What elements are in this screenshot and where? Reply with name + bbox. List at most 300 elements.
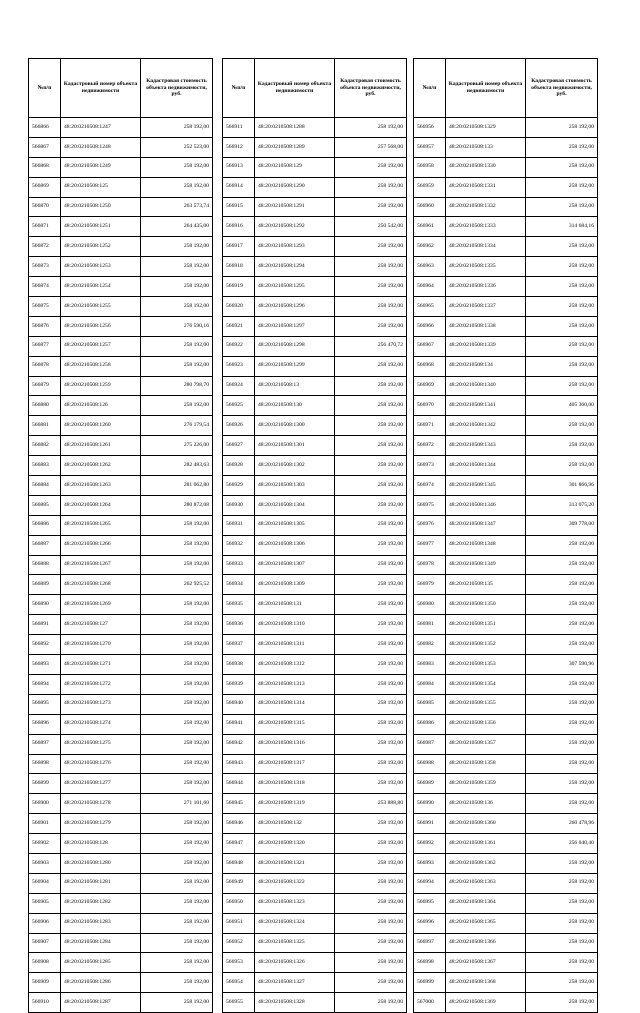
- table-row: [414, 137, 598, 157]
- cell-row-number: 566940: [223, 694, 255, 714]
- cell-cadastral-value: 258 192,00: [526, 257, 598, 277]
- cell-row-number: 566916: [223, 217, 255, 237]
- cell-cadastral-number: 48:20:0210508:1365: [446, 913, 526, 933]
- cell-cadastral-value: 258 192,00: [335, 118, 407, 138]
- table-row: [223, 436, 407, 456]
- cell-cadastral-value: 258 192,00: [141, 913, 213, 933]
- cell-cadastral-number: 48:20:0210508:1258: [61, 356, 141, 376]
- table-row: [29, 754, 213, 774]
- cell-cadastral-value: 258 192,00: [335, 933, 407, 953]
- cell-cadastral-value: 257 568,00: [335, 137, 407, 157]
- cell-cadastral-number: 48:20:0210508:1290: [255, 177, 335, 197]
- cell-cadastral-number: 48:20:0210508:1363: [446, 873, 526, 893]
- table-row: [414, 814, 598, 834]
- column-header-number: №п/п: [223, 59, 255, 118]
- cell-row-number: 566981: [414, 615, 446, 635]
- cell-cadastral-number: 48:20:0210508:1353: [446, 655, 526, 675]
- cell-row-number: 566868: [29, 157, 61, 177]
- cell-row-number: 566878: [29, 356, 61, 376]
- cell-cadastral-value: 256 040,40: [526, 834, 598, 854]
- cell-cadastral-number: 48:20:0210508:1263: [61, 476, 141, 496]
- cell-cadastral-number: 48:20:0210508:1362: [446, 853, 526, 873]
- table-row: [29, 794, 213, 814]
- cell-row-number: 566888: [29, 555, 61, 575]
- cell-row-number: 566883: [29, 456, 61, 476]
- cell-cadastral-number: 48:20:0210508:1249: [61, 157, 141, 177]
- cell-cadastral-number: 48:20:0210508:1276: [61, 754, 141, 774]
- table-row: [29, 635, 213, 655]
- table-row: [29, 316, 213, 336]
- cell-cadastral-value: 258 192,00: [526, 774, 598, 794]
- cell-cadastral-number: 48:20:0210508:1346: [446, 495, 526, 515]
- table-row: [223, 913, 407, 933]
- table-row: [223, 814, 407, 834]
- cell-row-number: 566935: [223, 595, 255, 615]
- cell-row-number: 566913: [223, 157, 255, 177]
- table-row: [223, 555, 407, 575]
- cell-row-number: 566978: [414, 555, 446, 575]
- cell-cadastral-value: 258 192,00: [526, 555, 598, 575]
- cell-cadastral-value: 314 684,16: [526, 217, 598, 237]
- cell-cadastral-number: 48:20:0210508:1305: [255, 515, 335, 535]
- cell-cadastral-number: 48:20:0210508:1318: [255, 774, 335, 794]
- cell-cadastral-number: 48:20:0210508:1320: [255, 834, 335, 854]
- cell-cadastral-value: 258 192,00: [526, 754, 598, 774]
- table-row: [223, 376, 407, 396]
- cell-cadastral-number: 48:20:0210508:1323: [255, 893, 335, 913]
- cell-cadastral-number: 48:20:0210508:1287: [61, 993, 141, 1013]
- cell-row-number: 566912: [223, 137, 255, 157]
- cell-row-number: 566938: [223, 655, 255, 675]
- table-row: [223, 495, 407, 515]
- table-row: [29, 873, 213, 893]
- cell-cadastral-number: 48:20:0210508:1286: [61, 973, 141, 993]
- cell-row-number: 566953: [223, 953, 255, 973]
- table-row: [414, 376, 598, 396]
- column-header-cadastral-number: Кадастровый номер объекта недвижимости: [61, 59, 141, 118]
- cell-row-number: 566977: [414, 535, 446, 555]
- cell-cadastral-number: 48:20:0210508:1366: [446, 933, 526, 953]
- table-row: [29, 953, 213, 973]
- cell-row-number: 566931: [223, 515, 255, 535]
- cell-cadastral-number: 48:20:0210508:1264: [61, 495, 141, 515]
- cell-cadastral-number: 48:20:0210508:1367: [446, 953, 526, 973]
- cell-cadastral-value: 313 075,20: [526, 495, 598, 515]
- cell-row-number: 566968: [414, 356, 446, 376]
- cell-row-number: 566904: [29, 873, 61, 893]
- cell-cadastral-number: 48:20:0210508:1351: [446, 615, 526, 635]
- cell-cadastral-number: 48:20:0210508:1359: [446, 774, 526, 794]
- table-row: [223, 157, 407, 177]
- cell-row-number: 566932: [223, 535, 255, 555]
- cell-cadastral-value: 258 192,00: [526, 933, 598, 953]
- table-row: [223, 456, 407, 476]
- cell-row-number: 566983: [414, 655, 446, 675]
- cell-cadastral-value: 258 192,00: [526, 277, 598, 297]
- cell-row-number: 566905: [29, 893, 61, 913]
- table-row: [223, 118, 407, 138]
- cell-row-number: 566943: [223, 754, 255, 774]
- cell-cadastral-number: 48:20:0210508:1295: [255, 277, 335, 297]
- cell-row-number: 566918: [223, 257, 255, 277]
- cell-row-number: 566900: [29, 794, 61, 814]
- cell-row-number: 566993: [414, 853, 446, 873]
- cell-cadastral-number: 48:20:0210508:1254: [61, 277, 141, 297]
- table-row: [414, 356, 598, 376]
- cell-cadastral-value: 264 435,00: [141, 217, 213, 237]
- cell-cadastral-value: 258 192,00: [335, 595, 407, 615]
- cell-cadastral-value: 258 192,00: [526, 297, 598, 317]
- cell-row-number: 566958: [414, 157, 446, 177]
- cell-cadastral-value: 258 192,00: [335, 993, 407, 1013]
- table-row: [223, 674, 407, 694]
- cell-row-number: 566957: [414, 137, 446, 157]
- cell-row-number: 566986: [414, 714, 446, 734]
- cell-cadastral-value: 258 192,00: [141, 336, 213, 356]
- table-row: [414, 873, 598, 893]
- cell-row-number: 566972: [414, 436, 446, 456]
- cell-cadastral-number: 48:20:0210508:127: [61, 615, 141, 635]
- cell-cadastral-value: 258 192,00: [526, 694, 598, 714]
- table-row: [414, 674, 598, 694]
- table-row: [414, 913, 598, 933]
- table-row: [223, 694, 407, 714]
- cell-row-number: 566906: [29, 913, 61, 933]
- cell-cadastral-number: 48:20:0210508:1302: [255, 456, 335, 476]
- cell-cadastral-value: 258 192,00: [526, 913, 598, 933]
- table-row: [223, 595, 407, 615]
- cell-row-number: 566911: [223, 118, 255, 138]
- cell-cadastral-number: 48:20:0210508:1342: [446, 416, 526, 436]
- table-row: [29, 495, 213, 515]
- cell-cadastral-value: 258 192,00: [526, 993, 598, 1013]
- cell-row-number: 566992: [414, 834, 446, 854]
- cell-cadastral-number: 48:20:0210508:1344: [446, 456, 526, 476]
- cell-cadastral-number: 48:20:0210508:1310: [255, 615, 335, 635]
- cell-cadastral-number: 48:20:0210508:1329: [446, 118, 526, 138]
- cell-cadastral-value: 258 192,00: [526, 137, 598, 157]
- cell-cadastral-number: 48:20:0210508:1281: [61, 873, 141, 893]
- cell-cadastral-number: 48:20:0210508:132: [255, 814, 335, 834]
- cell-cadastral-number: 48:20:0210508:1269: [61, 595, 141, 615]
- cell-row-number: 566890: [29, 595, 61, 615]
- cell-cadastral-number: 48:20:0210508:1261: [61, 436, 141, 456]
- cell-cadastral-value: 258 192,00: [526, 714, 598, 734]
- cell-cadastral-number: 48:20:0210508:1268: [61, 575, 141, 595]
- table-row: [414, 953, 598, 973]
- column-header-cadastral-value: Кадастровая стоимость объекта недвижимости, руб.: [526, 59, 598, 118]
- cell-cadastral-number: 48:20:0210508:1248: [61, 137, 141, 157]
- table-row: [29, 615, 213, 635]
- cell-cadastral-number: 48:20:0210508:1252: [61, 237, 141, 257]
- cell-cadastral-number: 48:20:0210508:1265: [61, 515, 141, 535]
- cell-row-number: 566979: [414, 575, 446, 595]
- cell-row-number: 566969: [414, 376, 446, 396]
- table-row: [414, 754, 598, 774]
- table-row: [414, 694, 598, 714]
- cell-row-number: 566939: [223, 674, 255, 694]
- cell-cadastral-value: 280 872,08: [141, 495, 213, 515]
- cell-cadastral-value: 258 192,00: [141, 157, 213, 177]
- table-row: [223, 973, 407, 993]
- cell-row-number: 566889: [29, 575, 61, 595]
- cell-row-number: 566988: [414, 754, 446, 774]
- cell-cadastral-number: 48:20:0210508:1356: [446, 714, 526, 734]
- cell-cadastral-value: 258 192,00: [141, 177, 213, 197]
- table-row: [29, 416, 213, 436]
- cell-cadastral-number: 48:20:0210508:1358: [446, 754, 526, 774]
- cell-row-number: 566897: [29, 734, 61, 754]
- cell-cadastral-number: 48:20:0210508:1347: [446, 515, 526, 535]
- table-row: [29, 694, 213, 714]
- cell-cadastral-value: 258 192,00: [335, 277, 407, 297]
- table-row: [29, 157, 213, 177]
- cell-cadastral-number: 48:20:0210508:134: [446, 356, 526, 376]
- table-row: [223, 237, 407, 257]
- cell-cadastral-value: 258 192,00: [335, 853, 407, 873]
- cell-row-number: 566945: [223, 794, 255, 814]
- cell-cadastral-number: 48:20:0210508:1292: [255, 217, 335, 237]
- cell-cadastral-value: 258 192,00: [526, 635, 598, 655]
- cell-cadastral-value: 258 192,00: [141, 615, 213, 635]
- table-row: [223, 794, 407, 814]
- cell-cadastral-value: 258 192,00: [335, 157, 407, 177]
- cell-row-number: 566989: [414, 774, 446, 794]
- cell-cadastral-number: 48:20:0210508:131: [255, 595, 335, 615]
- cell-cadastral-value: 258 192,00: [335, 734, 407, 754]
- table-row: [29, 476, 213, 496]
- table-row: [29, 993, 213, 1013]
- cell-cadastral-number: 48:20:0210508:1327: [255, 973, 335, 993]
- table-row: [29, 217, 213, 237]
- cell-cadastral-number: 48:20:0210508:1247: [61, 118, 141, 138]
- table-row: [29, 535, 213, 555]
- cell-cadastral-value: 258 192,00: [335, 416, 407, 436]
- table-row: [414, 973, 598, 993]
- cell-cadastral-number: 48:20:0210508:126: [61, 396, 141, 416]
- cell-row-number: 566962: [414, 237, 446, 257]
- cell-row-number: 566974: [414, 476, 446, 496]
- register-table-3: [413, 58, 598, 1013]
- cell-cadastral-number: 48:20:0210508:133: [446, 137, 526, 157]
- table-row: [414, 456, 598, 476]
- cell-cadastral-number: 48:20:0210508:128: [61, 834, 141, 854]
- cell-cadastral-value: 258 192,00: [141, 814, 213, 834]
- table-row: [29, 277, 213, 297]
- table-row: [414, 933, 598, 953]
- cell-cadastral-value: 258 192,00: [335, 635, 407, 655]
- cell-cadastral-number: 48:20:0210508:1316: [255, 734, 335, 754]
- cell-cadastral-value: 258 192,00: [335, 476, 407, 496]
- cell-cadastral-value: 258 192,00: [526, 376, 598, 396]
- cell-cadastral-number: 48:20:0210508:1324: [255, 913, 335, 933]
- cell-cadastral-number: 48:20:0210508:1257: [61, 336, 141, 356]
- cell-cadastral-number: 48:20:0210508:1300: [255, 416, 335, 436]
- cell-cadastral-number: 48:20:0210508:1345: [446, 476, 526, 496]
- cell-cadastral-number: 48:20:0210508:1297: [255, 316, 335, 336]
- cell-cadastral-number: 48:20:0210508:129: [255, 157, 335, 177]
- table-row: [414, 197, 598, 217]
- cell-cadastral-value: 280 798,70: [141, 376, 213, 396]
- table-row: [414, 635, 598, 655]
- cell-cadastral-number: 48:20:0210508:1341: [446, 396, 526, 416]
- table-row: [414, 277, 598, 297]
- table-row: [414, 237, 598, 257]
- cell-cadastral-value: 258 192,00: [335, 973, 407, 993]
- table-row: [223, 277, 407, 297]
- table-row: [414, 595, 598, 615]
- table-row: [414, 555, 598, 575]
- cell-cadastral-value: 258 192,00: [141, 297, 213, 317]
- cell-cadastral-value: 281 062,80: [141, 476, 213, 496]
- cell-row-number: 566880: [29, 396, 61, 416]
- cell-cadastral-value: 258 192,00: [526, 615, 598, 635]
- cell-cadastral-value: 262 925,52: [141, 575, 213, 595]
- cell-row-number: 566867: [29, 137, 61, 157]
- cell-row-number: 566893: [29, 655, 61, 675]
- cell-cadastral-value: 258 192,00: [335, 714, 407, 734]
- cell-row-number: 566951: [223, 913, 255, 933]
- cell-row-number: 566996: [414, 913, 446, 933]
- cell-cadastral-value: 258 192,00: [335, 615, 407, 635]
- cell-row-number: 566886: [29, 515, 61, 535]
- cell-row-number: 566967: [414, 336, 446, 356]
- cell-cadastral-value: 258 192,00: [141, 933, 213, 953]
- cell-cadastral-value: 258 192,00: [526, 456, 598, 476]
- table-row: [29, 297, 213, 317]
- cell-cadastral-value: 258 192,00: [335, 893, 407, 913]
- cell-row-number: 566997: [414, 933, 446, 953]
- cell-row-number: 566901: [29, 814, 61, 834]
- cell-row-number: 566873: [29, 257, 61, 277]
- cell-cadastral-value: 258 192,00: [526, 416, 598, 436]
- cell-row-number: 566923: [223, 356, 255, 376]
- table-row: [29, 456, 213, 476]
- cell-cadastral-number: 48:20:0210508:1336: [446, 277, 526, 297]
- table-row: [414, 157, 598, 177]
- cell-row-number: 566946: [223, 814, 255, 834]
- cell-cadastral-value: 258 192,00: [526, 853, 598, 873]
- cell-cadastral-value: 258 192,00: [526, 118, 598, 138]
- cell-cadastral-value: 258 192,00: [141, 555, 213, 575]
- cell-cadastral-number: 48:20:0210508:1312: [255, 655, 335, 675]
- cell-row-number: 566895: [29, 694, 61, 714]
- cell-row-number: 566949: [223, 873, 255, 893]
- cell-cadastral-value: 258 192,00: [141, 774, 213, 794]
- cell-cadastral-value: 405 360,00: [526, 396, 598, 416]
- table-row: [414, 396, 598, 416]
- cell-cadastral-number: 48:20:0210508:1335: [446, 257, 526, 277]
- cell-cadastral-number: 48:20:0210508:1348: [446, 535, 526, 555]
- cell-row-number: 566915: [223, 197, 255, 217]
- cell-cadastral-number: 48:20:0210508:1282: [61, 893, 141, 913]
- cell-row-number: 566929: [223, 476, 255, 496]
- cell-cadastral-number: 48:20:0210508:1350: [446, 595, 526, 615]
- table-row: [414, 853, 598, 873]
- cell-row-number: 566959: [414, 177, 446, 197]
- cell-cadastral-number: 48:20:0210508:1354: [446, 674, 526, 694]
- table-row: [414, 436, 598, 456]
- table-row: [223, 515, 407, 535]
- table-row: [223, 734, 407, 754]
- cell-row-number: 566899: [29, 774, 61, 794]
- cell-cadastral-value: 258 192,00: [141, 834, 213, 854]
- table-row: [29, 376, 213, 396]
- cell-cadastral-number: 48:20:0210508:1313: [255, 674, 335, 694]
- table-row: [29, 853, 213, 873]
- cell-cadastral-number: 48:20:0210508:1304: [255, 495, 335, 515]
- cell-row-number: 566917: [223, 237, 255, 257]
- table-row: [223, 177, 407, 197]
- cell-row-number: 566941: [223, 714, 255, 734]
- cell-row-number: 566869: [29, 177, 61, 197]
- table-row: [29, 396, 213, 416]
- table-row: [223, 873, 407, 893]
- cell-cadastral-value: 276 179,54: [141, 416, 213, 436]
- table-row: [414, 615, 598, 635]
- cell-cadastral-value: 258 192,00: [335, 177, 407, 197]
- cell-cadastral-value: 258 192,00: [335, 674, 407, 694]
- cell-cadastral-number: 48:20:0210508:1296: [255, 297, 335, 317]
- cell-cadastral-value: 307 590,96: [526, 655, 598, 675]
- cell-row-number: 566919: [223, 277, 255, 297]
- cell-cadastral-number: 48:20:0210508:1307: [255, 555, 335, 575]
- table-row: [223, 714, 407, 734]
- table-row: [29, 933, 213, 953]
- cell-row-number: 566908: [29, 953, 61, 973]
- cell-cadastral-number: 48:20:0210508:1334: [446, 237, 526, 257]
- cell-cadastral-value: 275 226,00: [141, 436, 213, 456]
- cell-cadastral-number: 48:20:0210508:1279: [61, 814, 141, 834]
- table-row: [223, 217, 407, 237]
- table-row: [29, 137, 213, 157]
- table-row: [29, 734, 213, 754]
- cell-cadastral-value: 250 542,00: [335, 217, 407, 237]
- cell-cadastral-value: 258 192,00: [335, 535, 407, 555]
- cell-row-number: 566866: [29, 118, 61, 138]
- cell-row-number: 566965: [414, 297, 446, 317]
- cell-cadastral-value: 258 192,00: [141, 635, 213, 655]
- cell-cadastral-number: 48:20:0210508:1314: [255, 694, 335, 714]
- cell-cadastral-value: 258 192,00: [335, 575, 407, 595]
- table-row: [29, 774, 213, 794]
- table-row: [223, 336, 407, 356]
- table-row: [223, 416, 407, 436]
- cell-cadastral-number: 48:20:0210508:1293: [255, 237, 335, 257]
- cell-row-number: 566927: [223, 436, 255, 456]
- cell-row-number: 566894: [29, 674, 61, 694]
- cell-cadastral-value: 258 192,00: [141, 515, 213, 535]
- cell-cadastral-number: 48:20:0210508:1364: [446, 893, 526, 913]
- cell-cadastral-value: 256 470,72: [335, 336, 407, 356]
- cell-cadastral-value: 309 778,00: [526, 515, 598, 535]
- cell-cadastral-value: 258 192,00: [526, 177, 598, 197]
- cell-cadastral-value: 258 192,00: [141, 595, 213, 615]
- cell-cadastral-value: 258 192,00: [141, 535, 213, 555]
- cell-row-number: 566879: [29, 376, 61, 396]
- cell-row-number: 566960: [414, 197, 446, 217]
- cell-row-number: 566987: [414, 734, 446, 754]
- cell-row-number: 566903: [29, 853, 61, 873]
- table-row: [414, 515, 598, 535]
- cell-cadastral-number: 48:20:0210508:1251: [61, 217, 141, 237]
- cell-cadastral-value: 258 192,00: [335, 515, 407, 535]
- table-row: [414, 297, 598, 317]
- table-row: [29, 356, 213, 376]
- cell-row-number: 566964: [414, 277, 446, 297]
- table-row: [223, 476, 407, 496]
- cell-row-number: 566936: [223, 615, 255, 635]
